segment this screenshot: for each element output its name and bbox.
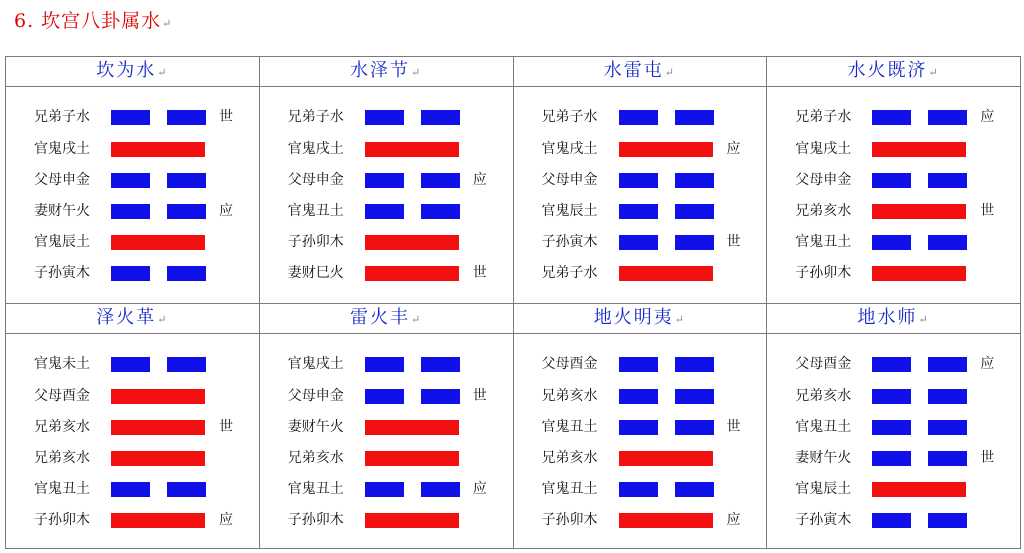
yin-line-segment bbox=[167, 204, 206, 219]
hexagram-title bbox=[6, 57, 259, 87]
line-label: 官鬼丑土 bbox=[795, 419, 852, 435]
hexagram-line bbox=[514, 201, 764, 221]
hexagram-cell bbox=[259, 304, 513, 549]
hexagram-line bbox=[767, 510, 1017, 530]
hexagram-line bbox=[514, 354, 764, 374]
yin-line-segment bbox=[872, 173, 911, 188]
line-label: 兄弟子水 bbox=[541, 109, 598, 125]
yin-line-segment bbox=[872, 451, 911, 466]
hexagram-name: 雷火丰 bbox=[350, 307, 411, 328]
line-label: 兄弟亥水 bbox=[34, 450, 90, 466]
yin-line-segment bbox=[928, 513, 967, 528]
hexagram-line bbox=[260, 386, 510, 406]
yin-line-segment bbox=[675, 357, 714, 372]
line-marker: 应 bbox=[219, 512, 233, 528]
yin-line-segment bbox=[928, 357, 967, 372]
yang-line-bar bbox=[111, 420, 205, 435]
yin-line-segment bbox=[167, 482, 206, 497]
yin-line-segment bbox=[111, 173, 150, 188]
paragraph-mark-icon: ↵ bbox=[664, 66, 676, 79]
yin-line-segment bbox=[675, 110, 714, 125]
paragraph-mark-icon: ↵ bbox=[157, 313, 169, 326]
line-label: 官鬼辰土 bbox=[795, 481, 852, 497]
line-marker: 世 bbox=[219, 109, 233, 125]
line-label: 兄弟亥水 bbox=[541, 450, 598, 466]
yang-line-bar bbox=[619, 513, 713, 528]
line-label: 子孙卯木 bbox=[287, 234, 344, 250]
yin-line-segment bbox=[619, 420, 658, 435]
yin-line-segment bbox=[365, 357, 404, 372]
hexagram-line bbox=[6, 479, 256, 499]
hexagram-line bbox=[514, 139, 764, 159]
yin-line-segment bbox=[928, 173, 967, 188]
line-label: 兄弟子水 bbox=[795, 109, 852, 125]
page-heading bbox=[14, 6, 172, 33]
paragraph-mark-icon: ↵ bbox=[162, 17, 173, 30]
hexagram-line bbox=[260, 417, 510, 437]
hexagram-title bbox=[514, 57, 767, 87]
yin-line-segment bbox=[167, 173, 206, 188]
paragraph-mark-icon: ↵ bbox=[411, 66, 423, 79]
yang-line-bar bbox=[619, 266, 713, 281]
line-label: 官鬼戌土 bbox=[795, 141, 852, 157]
yin-line-segment bbox=[365, 173, 404, 188]
hexagram-line bbox=[767, 139, 1017, 159]
line-label: 子孙寅木 bbox=[541, 234, 598, 250]
yin-line-segment bbox=[675, 389, 714, 404]
hexagram-line bbox=[260, 479, 510, 499]
hexagram-line bbox=[260, 201, 510, 221]
yin-line-segment bbox=[872, 110, 911, 125]
line-label: 官鬼丑土 bbox=[287, 481, 344, 497]
hexagram-line bbox=[767, 386, 1017, 406]
yang-line-bar bbox=[111, 235, 205, 250]
line-marker: 世 bbox=[980, 450, 995, 466]
hexagram-line bbox=[260, 510, 510, 530]
line-marker: 世 bbox=[980, 203, 995, 219]
yang-line-bar bbox=[111, 451, 205, 466]
line-label: 子孙卯木 bbox=[287, 512, 344, 528]
hexagram-line bbox=[6, 510, 256, 530]
line-label: 父母酉金 bbox=[795, 356, 852, 372]
hexagram-line bbox=[6, 354, 256, 374]
hexagram-line bbox=[767, 232, 1017, 252]
yin-line-segment bbox=[619, 482, 658, 497]
yin-line-segment bbox=[872, 420, 911, 435]
hexagram-line bbox=[514, 479, 764, 499]
yin-line-segment bbox=[928, 110, 967, 125]
yin-line-segment bbox=[619, 204, 658, 219]
hexagram-name: 坎为水 bbox=[96, 60, 157, 81]
yin-line-segment bbox=[928, 420, 967, 435]
yin-line-segment bbox=[675, 420, 714, 435]
hexagram-line bbox=[514, 170, 764, 190]
line-label: 官鬼丑土 bbox=[287, 203, 344, 219]
hexagram-line bbox=[6, 232, 256, 252]
yang-line-bar bbox=[872, 266, 966, 281]
line-label: 子孙卯木 bbox=[541, 512, 598, 528]
hexagram-line bbox=[514, 232, 764, 252]
hexagram-line bbox=[514, 263, 764, 283]
hexagram-line bbox=[514, 417, 764, 437]
hexagram-line bbox=[6, 263, 256, 283]
line-label: 兄弟亥水 bbox=[34, 419, 90, 435]
hexagram-line bbox=[767, 479, 1017, 499]
hexagram-line bbox=[6, 139, 256, 159]
paragraph-mark-icon: ↵ bbox=[928, 66, 940, 79]
paragraph-mark-icon: ↵ bbox=[918, 313, 930, 326]
hexagram-line bbox=[767, 448, 1017, 468]
line-marker: 世 bbox=[219, 419, 233, 435]
hexagram-line bbox=[6, 417, 256, 437]
line-label: 官鬼丑土 bbox=[795, 234, 852, 250]
line-label: 父母申金 bbox=[541, 172, 598, 188]
line-label: 兄弟亥水 bbox=[795, 203, 852, 219]
yin-line-segment bbox=[928, 451, 967, 466]
hexagram-line bbox=[767, 354, 1017, 374]
line-label: 妻财巳火 bbox=[287, 265, 344, 281]
line-label: 父母酉金 bbox=[541, 356, 598, 372]
hexagram-line bbox=[260, 107, 510, 127]
hexagram-cell bbox=[767, 57, 1021, 304]
hexagram-line bbox=[514, 448, 764, 468]
yin-line-segment bbox=[619, 110, 658, 125]
yin-line-segment bbox=[111, 204, 150, 219]
line-marker: 应 bbox=[472, 481, 487, 497]
hexagram-line bbox=[6, 107, 256, 127]
hexagram-title bbox=[260, 304, 513, 334]
hexagram-line bbox=[767, 170, 1017, 190]
yin-line-segment bbox=[872, 389, 911, 404]
hexagram-line bbox=[260, 263, 510, 283]
hexagram-title bbox=[514, 304, 767, 334]
line-label: 子孙寅木 bbox=[795, 512, 852, 528]
line-label: 官鬼丑土 bbox=[541, 481, 598, 497]
line-label: 官鬼戌土 bbox=[34, 141, 90, 157]
line-label: 兄弟亥水 bbox=[287, 450, 344, 466]
yin-line-segment bbox=[421, 204, 460, 219]
page-heading-text: 6. 坎宫八卦属水 bbox=[14, 10, 162, 32]
hexagram-line bbox=[514, 107, 764, 127]
yang-line-bar bbox=[111, 142, 205, 157]
line-label: 官鬼丑土 bbox=[34, 481, 90, 497]
line-label: 兄弟子水 bbox=[34, 109, 90, 125]
line-label: 父母申金 bbox=[287, 172, 344, 188]
hexagram-line bbox=[767, 107, 1017, 127]
line-label: 官鬼戌土 bbox=[287, 356, 344, 372]
line-label: 兄弟子水 bbox=[287, 109, 344, 125]
line-marker: 应 bbox=[472, 172, 487, 188]
yin-line-segment bbox=[619, 389, 658, 404]
line-marker: 世 bbox=[472, 265, 487, 281]
yin-line-segment bbox=[928, 235, 967, 250]
yin-line-segment bbox=[111, 482, 150, 497]
yin-line-segment bbox=[675, 235, 714, 250]
yin-line-segment bbox=[111, 266, 150, 281]
hexagram-name: 水雷屯 bbox=[603, 60, 664, 81]
yang-line-bar bbox=[872, 204, 966, 219]
paragraph-mark-icon: ↵ bbox=[411, 313, 423, 326]
hexagram-line bbox=[260, 170, 510, 190]
line-label: 子孙卯木 bbox=[34, 512, 90, 528]
hexagram-line bbox=[6, 448, 256, 468]
hexagram-line bbox=[767, 417, 1017, 437]
hexagram-table bbox=[5, 56, 1021, 549]
yin-line-segment bbox=[872, 235, 911, 250]
hexagram-line bbox=[260, 354, 510, 374]
line-label: 父母申金 bbox=[287, 388, 344, 404]
line-label: 子孙卯木 bbox=[795, 265, 852, 281]
line-marker: 世 bbox=[726, 234, 741, 250]
hexagram-name: 泽火革 bbox=[96, 307, 157, 328]
line-marker: 世 bbox=[472, 388, 487, 404]
line-marker: 应 bbox=[980, 109, 995, 125]
yin-line-segment bbox=[421, 482, 460, 497]
hexagram-line bbox=[6, 170, 256, 190]
line-marker: 应 bbox=[219, 203, 233, 219]
yin-line-segment bbox=[365, 389, 404, 404]
paragraph-mark-icon: ↵ bbox=[674, 313, 686, 326]
yin-line-segment bbox=[619, 173, 658, 188]
yin-line-segment bbox=[872, 513, 911, 528]
yang-line-bar bbox=[619, 451, 713, 466]
hexagram-name: 水泽节 bbox=[350, 60, 411, 81]
hexagram-line bbox=[260, 139, 510, 159]
line-marker: 应 bbox=[726, 512, 741, 528]
line-label: 妻财午火 bbox=[795, 450, 852, 466]
yin-line-segment bbox=[421, 173, 460, 188]
yang-line-bar bbox=[365, 451, 459, 466]
hexagram-title bbox=[260, 57, 513, 87]
hexagram-line bbox=[514, 510, 764, 530]
hexagram-cell bbox=[513, 304, 767, 549]
yin-line-segment bbox=[675, 482, 714, 497]
line-label: 兄弟亥水 bbox=[795, 388, 852, 404]
hexagram-name: 地火明夷 bbox=[593, 307, 674, 328]
yin-line-segment bbox=[111, 357, 150, 372]
yang-line-bar bbox=[619, 142, 713, 157]
hexagram-line bbox=[767, 201, 1017, 221]
hexagram-line bbox=[260, 232, 510, 252]
yang-line-bar bbox=[872, 482, 966, 497]
hexagram-title bbox=[767, 57, 1020, 87]
yang-line-bar bbox=[365, 266, 459, 281]
yang-line-bar bbox=[365, 142, 459, 157]
yin-line-segment bbox=[167, 357, 206, 372]
line-label: 父母申金 bbox=[34, 172, 90, 188]
line-label: 子孙寅木 bbox=[34, 265, 90, 281]
yin-line-segment bbox=[365, 204, 404, 219]
line-label: 官鬼丑土 bbox=[541, 419, 598, 435]
yin-line-segment bbox=[111, 110, 150, 125]
line-label: 官鬼戌土 bbox=[541, 141, 598, 157]
hexagram-title bbox=[6, 304, 259, 334]
yin-line-segment bbox=[421, 389, 460, 404]
line-label: 官鬼辰土 bbox=[541, 203, 598, 219]
yang-line-bar bbox=[111, 389, 205, 404]
yin-line-segment bbox=[167, 266, 206, 281]
hexagram-cell bbox=[767, 304, 1021, 549]
line-label: 妻财午火 bbox=[34, 203, 90, 219]
hexagram-cell bbox=[6, 57, 260, 304]
line-label: 兄弟亥水 bbox=[541, 388, 598, 404]
line-label: 兄弟子水 bbox=[541, 265, 598, 281]
line-label: 父母申金 bbox=[795, 172, 852, 188]
yang-line-bar bbox=[365, 420, 459, 435]
line-label: 官鬼未土 bbox=[34, 356, 90, 372]
yin-line-segment bbox=[619, 235, 658, 250]
line-label: 父母酉金 bbox=[34, 388, 90, 404]
hexagram-line bbox=[6, 201, 256, 221]
hexagram-line bbox=[260, 448, 510, 468]
line-marker: 应 bbox=[980, 356, 995, 372]
yang-line-bar bbox=[872, 142, 966, 157]
hexagram-cell bbox=[259, 57, 513, 304]
hexagram-cell bbox=[513, 57, 767, 304]
yin-line-segment bbox=[421, 110, 460, 125]
hexagram-line bbox=[767, 263, 1017, 283]
paragraph-mark-icon: ↵ bbox=[157, 66, 169, 79]
yang-line-bar bbox=[365, 235, 459, 250]
yin-line-segment bbox=[365, 110, 404, 125]
yin-line-segment bbox=[928, 389, 967, 404]
line-label: 妻财午火 bbox=[287, 419, 344, 435]
line-marker: 世 bbox=[726, 419, 741, 435]
yin-line-segment bbox=[619, 357, 658, 372]
line-label: 官鬼戌土 bbox=[287, 141, 344, 157]
yang-line-bar bbox=[365, 513, 459, 528]
yang-line-bar bbox=[111, 513, 205, 528]
hexagram-name: 地水师 bbox=[857, 307, 918, 328]
line-label: 官鬼辰土 bbox=[34, 234, 90, 250]
hexagram-cell bbox=[6, 304, 260, 549]
hexagram-title bbox=[767, 304, 1020, 334]
yin-line-segment bbox=[675, 173, 714, 188]
yin-line-segment bbox=[365, 482, 404, 497]
yin-line-segment bbox=[421, 357, 460, 372]
hexagram-name: 水火既济 bbox=[847, 60, 928, 81]
hexagram-line bbox=[6, 386, 256, 406]
table-row bbox=[6, 57, 1021, 304]
table-row bbox=[6, 304, 1021, 549]
yin-line-segment bbox=[167, 110, 206, 125]
yin-line-segment bbox=[675, 204, 714, 219]
hexagram-line bbox=[514, 386, 764, 406]
yin-line-segment bbox=[872, 357, 911, 372]
line-marker: 应 bbox=[726, 141, 741, 157]
